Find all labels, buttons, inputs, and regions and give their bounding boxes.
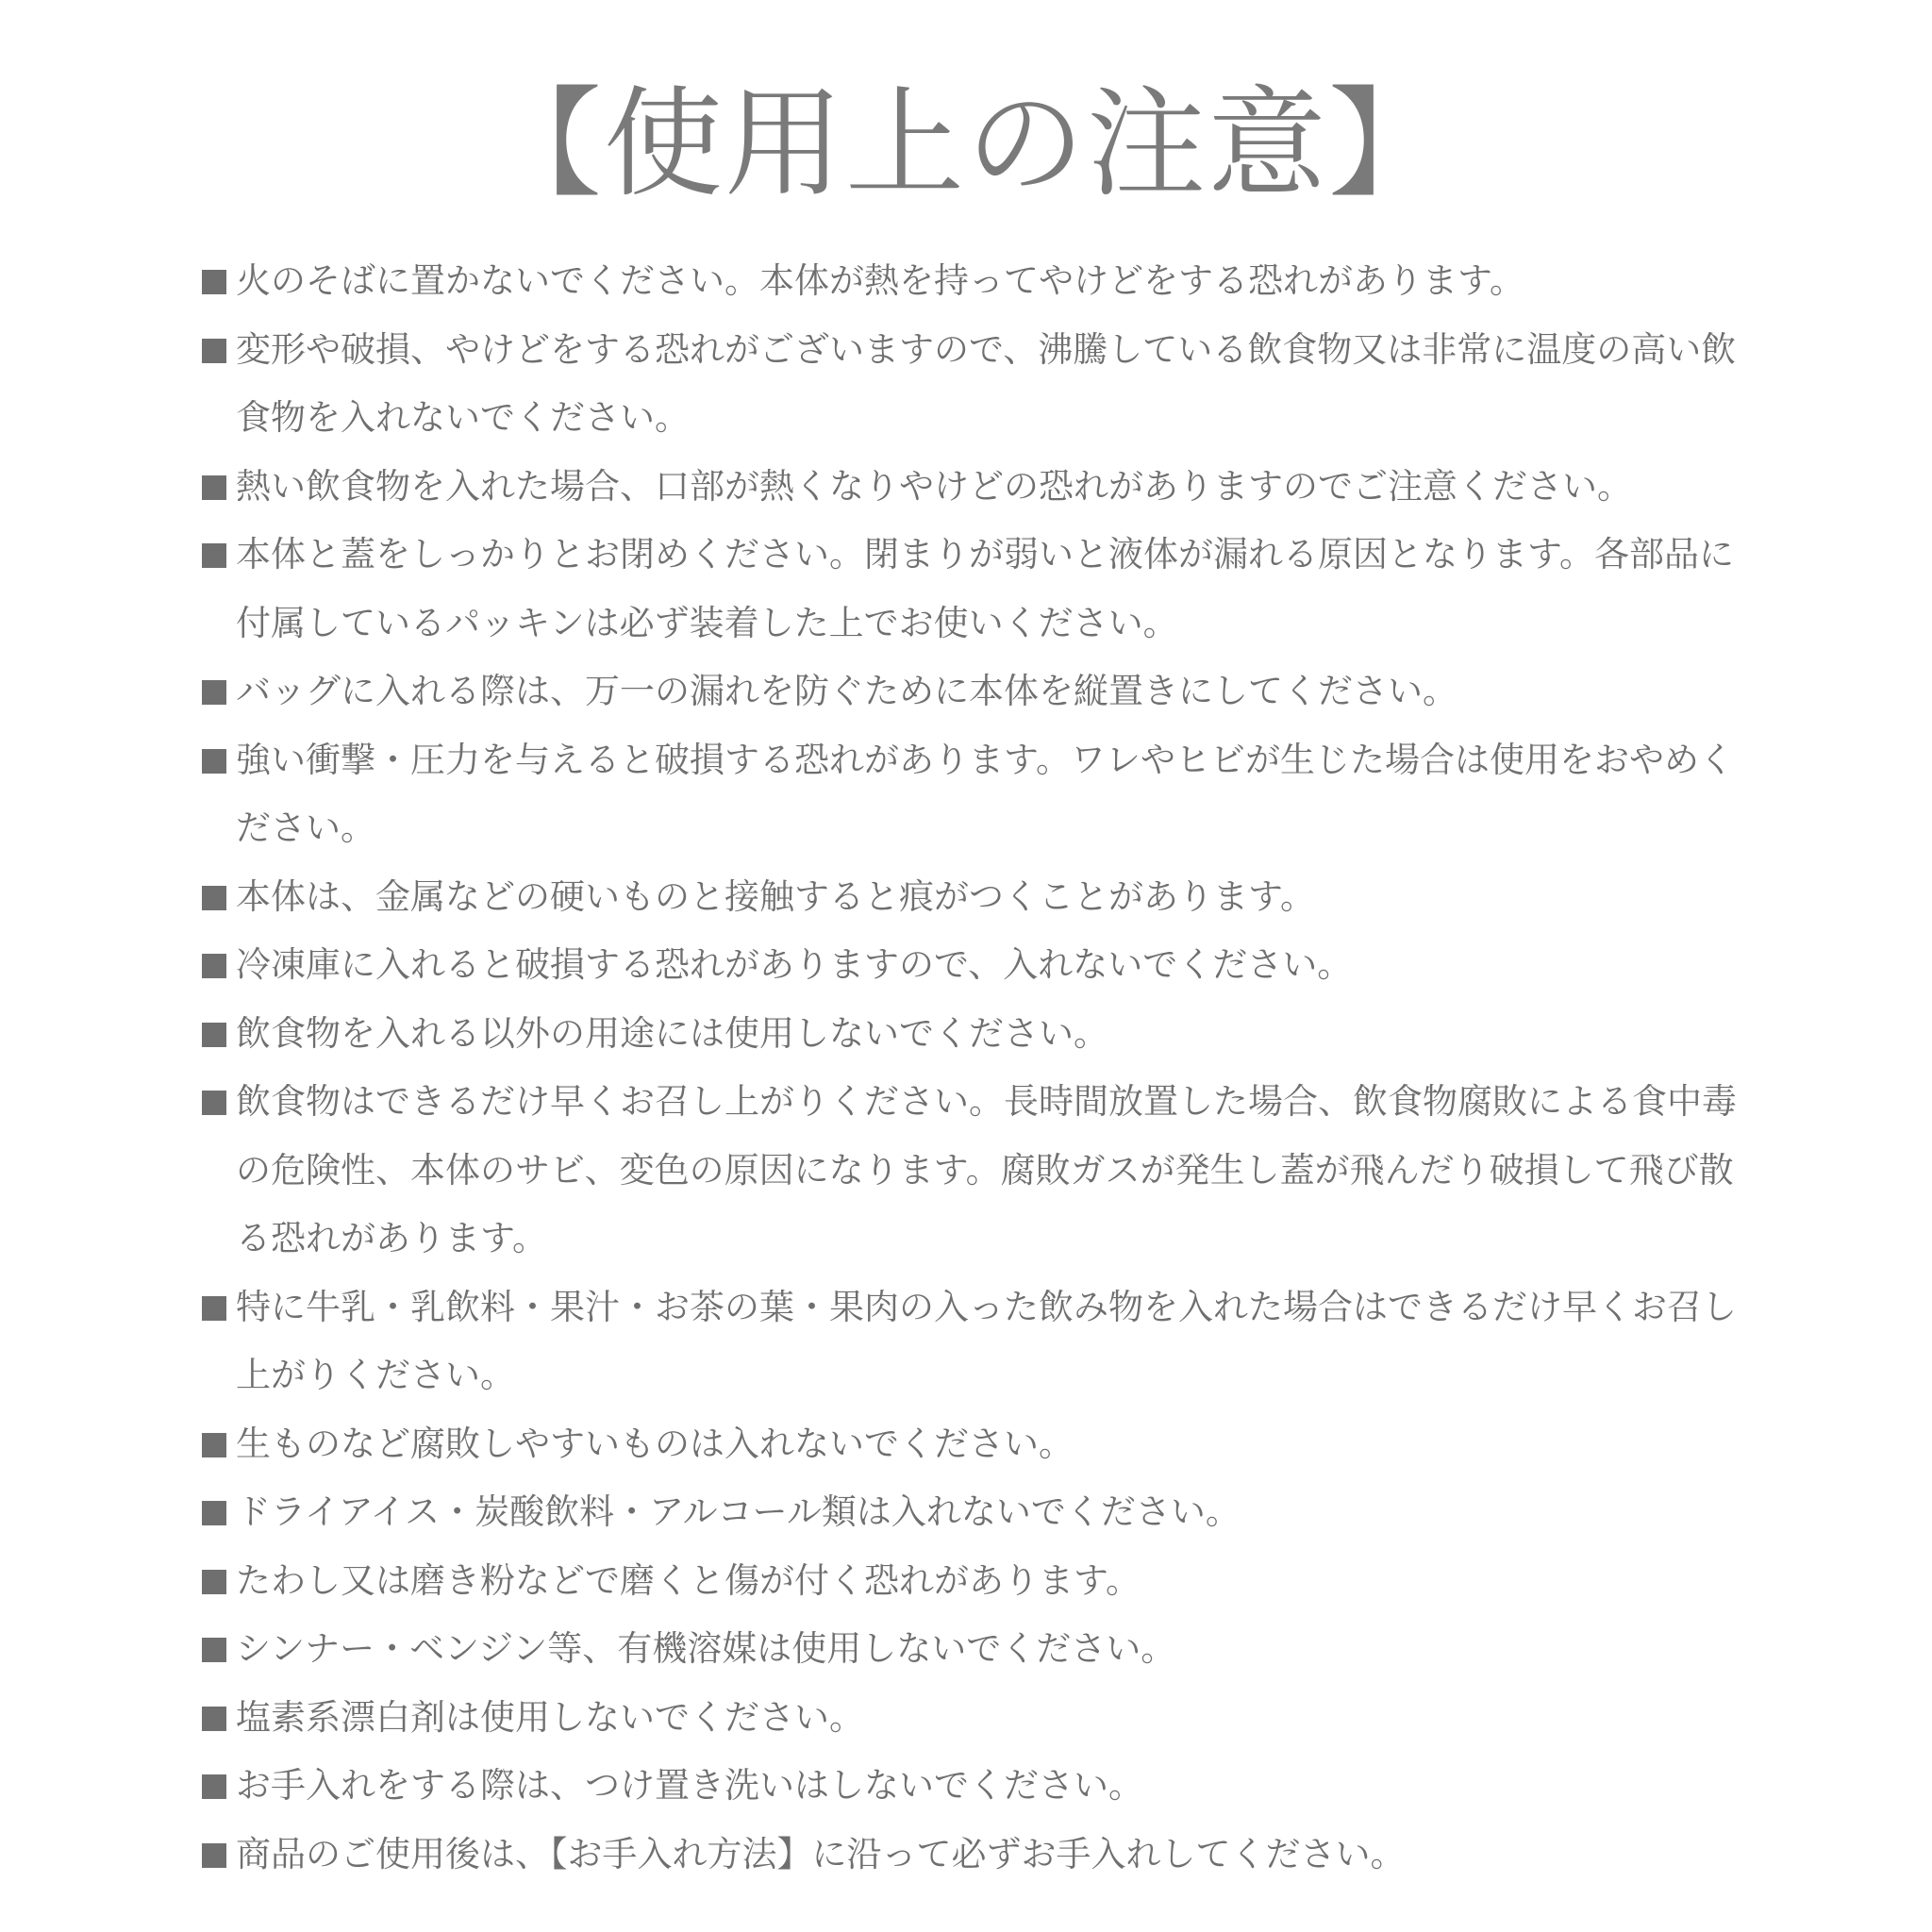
precautions-list [202,247,1749,1889]
note-text: 本体は、金属などの硬いものと接触すると痕がつくことがあります。 [236,875,1316,917]
list-item [202,453,1749,522]
square-bullet-icon [202,1478,236,1547]
note-text: たわし又は磨き粉などで磨くと傷が付く恐れがあります。 [236,1559,1141,1601]
list-item [202,1821,1749,1890]
square-bullet-icon [202,453,236,522]
list-item [202,521,1749,658]
square-bullet-icon [202,931,236,1000]
note-text: 飲食物はできるだけ早くお召し上がりください。長時間放置した場合、飲食物腐敗による食中毒の危険性、本体のサビ、変色の原因になります。腐敗ガスが発生し蓋が飛んだり破損して飛び散る恐れがあります。 [236,1081,1737,1258]
list-item [202,1000,1749,1069]
list-item [202,316,1749,453]
note-text: お手入れをする際は、つけ置き洗いはしないでください。 [236,1765,1143,1806]
list-item [202,1478,1749,1547]
note-text: 生ものなど腐敗しやすいものは入れないでください。 [236,1423,1074,1464]
list-item [202,1752,1749,1821]
note-text: 強い衝撃・圧力を与えると破損する恐れがあります。ワレやヒビが生じた場合は使用をおやめください。 [236,739,1735,848]
note-text: 商品のご使用後は、【お手入れ方法】に沿って必ずお手入れしてください。 [236,1833,1406,1874]
list-item [202,1547,1749,1616]
square-bullet-icon [202,1684,236,1753]
square-bullet-icon [202,247,236,316]
list-item [202,863,1749,932]
note-text: 変形や破損、やけどをする恐れがございますので、沸騰している飲食物又は非常に温度の高い飲食物を入れないでください。 [236,328,1737,438]
square-bullet-icon [202,863,236,932]
list-item [202,247,1749,316]
note-text: バッグに入れる際は、万一の漏れを防ぐために本体を縦置きにしてください。 [236,671,1457,711]
list-item [202,726,1749,863]
list-item [202,1615,1749,1684]
list-item [202,931,1749,1000]
note-text: 本体と蓋をしっかりとお閉めください。閉まりが弱いと液体が漏れる原因となります。各部品に付属しているパッキンは必ず装着した上でお使いください。 [236,534,1735,643]
square-bullet-icon [202,1068,236,1137]
square-bullet-icon [202,1821,236,1890]
list-item [202,1068,1749,1274]
note-text: シンナー・ベンジン等、有機溶媒は使用しないでください。 [236,1628,1176,1669]
square-bullet-icon [202,1410,236,1479]
list-item [202,1274,1749,1410]
note-text: 熱い飲食物を入れた場合、口部が熱くなりやけどの恐れがありますのでご注意ください。 [236,465,1632,507]
square-bullet-icon [202,726,236,795]
list-item [202,658,1749,726]
square-bullet-icon [202,1547,236,1616]
note-text: 塩素系漂白剤は使用しないでください。 [236,1696,864,1738]
square-bullet-icon [202,1000,236,1069]
note-text: 火のそばに置かないでください。本体が熱を持ってやけどをする恐れがあります。 [236,260,1525,301]
list-item [202,1410,1749,1479]
square-bullet-icon [202,316,236,385]
square-bullet-icon [202,1274,236,1342]
note-text: 飲食物を入れる以外の用途には使用しないでください。 [236,1012,1108,1054]
page-title: 【使用上の注意】 [483,75,1449,213]
square-bullet-icon [202,1752,236,1821]
square-bullet-icon [202,658,236,726]
note-text: 冷凍庫に入れると破損する恐れがありますので、入れないでください。 [236,944,1353,985]
list-item [202,1684,1749,1753]
square-bullet-icon [202,1615,236,1684]
note-text: ドライアイス・炭酸飲料・アルコール類は入れないでください。 [236,1491,1241,1532]
square-bullet-icon [202,521,236,590]
note-text: 特に牛乳・乳飲料・果汁・お茶の葉・果肉の入った飲み物を入れた場合はできるだけ早くお召し上がりください。 [236,1286,1737,1395]
